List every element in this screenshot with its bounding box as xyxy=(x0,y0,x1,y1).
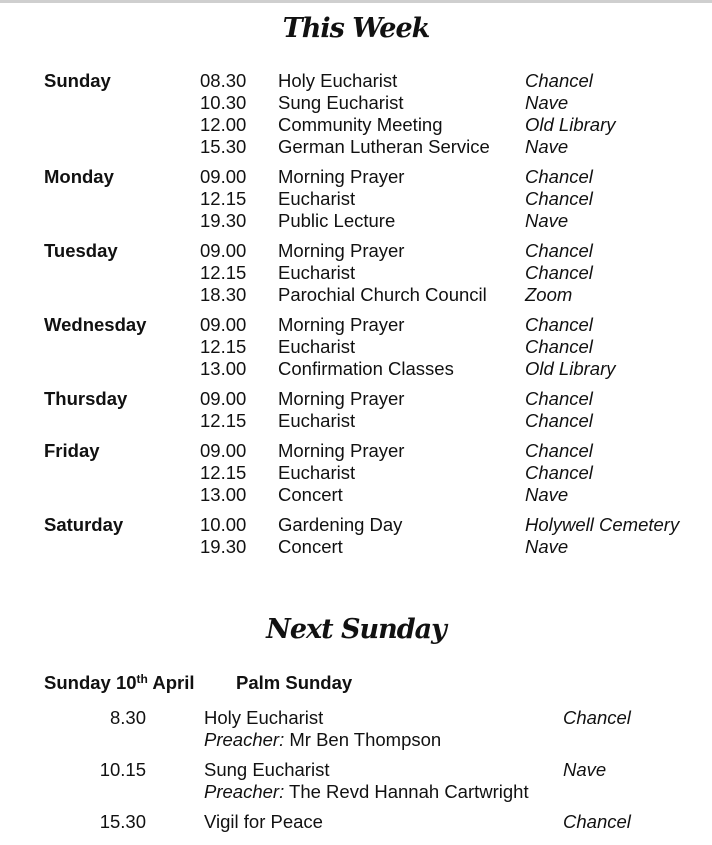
time: 12.15 xyxy=(200,188,247,209)
day-block-sunday xyxy=(44,70,704,158)
preacher-line xyxy=(204,729,554,751)
event: Eucharist xyxy=(278,188,356,209)
schedule-row xyxy=(200,240,704,262)
time: 12.15 xyxy=(200,262,247,283)
schedule-row xyxy=(200,440,704,462)
day-name: Sunday xyxy=(44,70,111,91)
service-details xyxy=(204,707,554,751)
event: Morning Prayer xyxy=(278,166,405,187)
event: Eucharist xyxy=(278,462,356,483)
day-block-wednesday xyxy=(44,314,704,380)
venue: Nave xyxy=(525,136,569,157)
schedule-row xyxy=(200,136,704,158)
service-name: Holy Eucharist xyxy=(204,707,324,728)
schedule-row xyxy=(200,358,704,380)
event: Sung Eucharist xyxy=(278,92,404,113)
time: 09.00 xyxy=(200,166,247,187)
schedule-row xyxy=(200,262,704,284)
venue: Old Library xyxy=(525,358,616,379)
preacher-name: The Revd Hannah Cartwright xyxy=(284,781,529,802)
venue: Holywell Cemetery xyxy=(525,514,680,535)
event: Morning Prayer xyxy=(278,388,405,409)
schedule-row xyxy=(200,284,704,306)
service-time: 10.15 xyxy=(99,759,146,780)
time: 12.15 xyxy=(200,410,247,431)
service-name: Sung Eucharist xyxy=(204,759,330,780)
time: 19.30 xyxy=(200,210,247,231)
this-week-heading: This Week xyxy=(282,13,430,44)
day-block-tuesday xyxy=(44,240,704,306)
next-sunday-date xyxy=(44,672,194,694)
time: 10.30 xyxy=(200,92,247,113)
day-name: Tuesday xyxy=(44,240,118,261)
venue: Zoom xyxy=(525,284,573,305)
venue: Nave xyxy=(525,536,569,557)
time: 12.15 xyxy=(200,336,247,357)
day-name: Monday xyxy=(44,166,114,187)
day-name: Friday xyxy=(44,440,100,461)
service-time: 15.30 xyxy=(99,811,146,832)
time: 08.30 xyxy=(200,70,247,91)
time: 10.00 xyxy=(200,514,247,535)
time: 09.00 xyxy=(200,314,247,335)
schedule-row xyxy=(200,314,704,336)
schedule-row xyxy=(200,514,704,536)
service-details xyxy=(204,811,554,833)
event: Eucharist xyxy=(278,336,356,357)
weekly-schedule xyxy=(44,70,704,566)
schedule-row xyxy=(200,114,704,136)
event: Gardening Day xyxy=(278,514,403,535)
venue: Chancel xyxy=(525,314,593,335)
preacher-line xyxy=(204,781,554,803)
schedule-row xyxy=(200,210,704,232)
venue: Chancel xyxy=(525,388,593,409)
event: Community Meeting xyxy=(278,114,443,135)
venue: Chancel xyxy=(525,440,593,461)
day-block-thursday xyxy=(44,388,704,432)
event: Parochial Church Council xyxy=(278,284,487,305)
date-month: April xyxy=(147,672,195,693)
venue: Chancel xyxy=(525,336,593,357)
venue: Chancel xyxy=(525,166,593,187)
preacher-label: Preacher: xyxy=(204,781,285,802)
event: Concert xyxy=(278,484,343,505)
venue: Chancel xyxy=(525,262,593,283)
day-block-saturday xyxy=(44,514,704,558)
day-name: Saturday xyxy=(44,514,124,535)
service-venue: Chancel xyxy=(563,707,631,728)
liturgical-day-name: Palm Sunday xyxy=(236,672,353,693)
event: Morning Prayer xyxy=(278,240,405,261)
venue: Chancel xyxy=(525,410,593,431)
preacher-name: Mr Ben Thompson xyxy=(284,729,442,750)
day-block-monday xyxy=(44,166,704,232)
schedule-row xyxy=(200,336,704,358)
event: Concert xyxy=(278,536,343,557)
schedule-row xyxy=(200,462,704,484)
venue: Nave xyxy=(525,484,569,505)
event: Public Lecture xyxy=(278,210,396,231)
schedule-row xyxy=(200,484,704,506)
preacher-label: Preacher: xyxy=(204,729,285,750)
event: German Lutheran Service xyxy=(278,136,490,157)
event: Confirmation Classes xyxy=(278,358,454,379)
service-venue: Nave xyxy=(563,759,607,780)
time: 15.30 xyxy=(200,136,247,157)
day-name: Wednesday xyxy=(44,314,147,335)
service-details xyxy=(204,759,554,803)
schedule-row xyxy=(200,536,704,558)
time: 18.30 xyxy=(200,284,247,305)
time: 09.00 xyxy=(200,388,247,409)
day-block-friday xyxy=(44,440,704,506)
venue: Old Library xyxy=(525,114,616,135)
event: Morning Prayer xyxy=(278,314,405,335)
schedule-row xyxy=(200,92,704,114)
event: Eucharist xyxy=(278,262,356,283)
schedule-row xyxy=(200,388,704,410)
venue: Chancel xyxy=(525,462,593,483)
time: 13.00 xyxy=(200,484,247,505)
schedule-row xyxy=(200,166,704,188)
time: 09.00 xyxy=(200,240,247,261)
venue: Chancel xyxy=(525,70,593,91)
event: Eucharist xyxy=(278,410,356,431)
time: 19.30 xyxy=(200,536,247,557)
next-sunday-heading: Next Sunday xyxy=(266,614,446,645)
time: 12.15 xyxy=(200,462,247,483)
schedule-row xyxy=(200,410,704,432)
venue: Chancel xyxy=(525,188,593,209)
schedule-row xyxy=(200,70,704,92)
venue: Chancel xyxy=(525,240,593,261)
date-ordinal-suffix: th xyxy=(136,672,148,686)
schedule-row xyxy=(200,188,704,210)
date-prefix: Sunday 10 xyxy=(44,672,137,693)
event: Holy Eucharist xyxy=(278,70,398,91)
venue: Nave xyxy=(525,92,569,113)
service-venue: Chancel xyxy=(563,811,631,832)
time: 13.00 xyxy=(200,358,247,379)
event: Morning Prayer xyxy=(278,440,405,461)
day-name: Thursday xyxy=(44,388,128,409)
top-border xyxy=(0,0,712,3)
venue: Nave xyxy=(525,210,569,231)
time: 12.00 xyxy=(200,114,247,135)
time: 09.00 xyxy=(200,440,247,461)
service-name: Vigil for Peace xyxy=(204,811,323,832)
service-time: 8.30 xyxy=(109,707,146,728)
